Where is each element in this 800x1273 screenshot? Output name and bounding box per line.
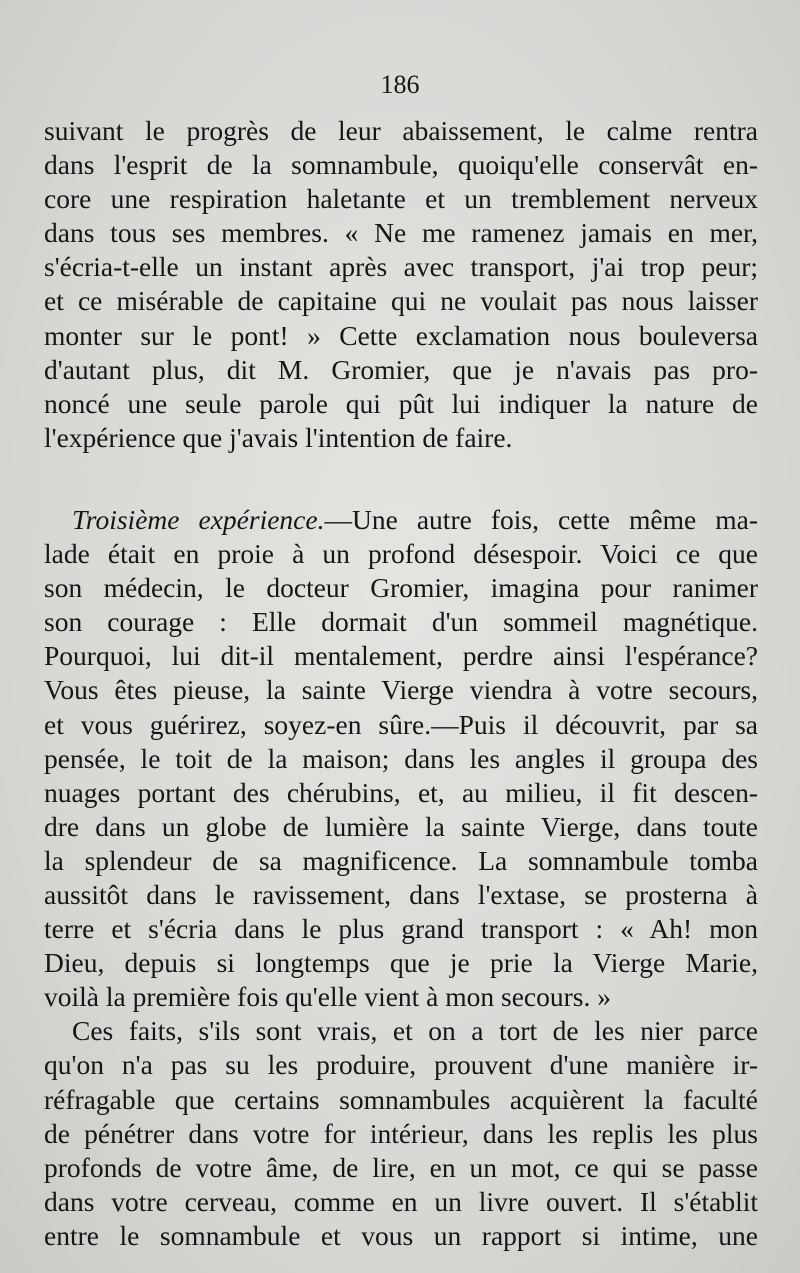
text-line: qu'on n'a pas su les produire, prouvent d'une manière ir- bbox=[44, 1049, 758, 1081]
text-line: son courage : Elle dormait d'un sommeil magnétique. bbox=[44, 606, 758, 638]
text-line: Ces faits, s'ils sont vrais, et on a tort de les nier parce bbox=[72, 1015, 758, 1047]
text-line: monter sur le pont! » Cette exclamation nous bouleversa bbox=[44, 319, 758, 351]
text-line: profonds de votre âme, de lire, en un mot, ce qui se passe bbox=[44, 1151, 758, 1183]
text-line: lade était en proie à un profond désespoir. Voici ce que bbox=[44, 538, 758, 570]
text-line: Vous êtes pieuse, la sainte Vierge viendra à votre secours, bbox=[44, 674, 758, 706]
text-line: de pénétrer dans votre for intérieur, dans les replis les plus bbox=[44, 1117, 758, 1149]
text-line-first bbox=[44, 503, 758, 537]
section-gap bbox=[44, 455, 758, 503]
text-line: dans votre cerveau, comme en un livre ouvert. Il s'établit bbox=[44, 1185, 758, 1217]
page-number: 186 bbox=[380, 70, 420, 99]
text-line: Dieu, depuis si longtemps que je prie la Vierge Marie, bbox=[44, 947, 758, 979]
text-line-rest: —Une autre fois, cette même ma- bbox=[324, 503, 759, 535]
text-line: et vous guérirez, soyez-en sûre.—Puis il découvrit, par sa bbox=[44, 708, 758, 740]
text-line: entre le somnambule et vous un rapport si intime, une bbox=[44, 1219, 758, 1251]
text-line: son médecin, le docteur Gromier, imagina pour ranimer bbox=[44, 572, 758, 604]
text-line: voilà la première fois qu'elle vient à mon secours. » bbox=[44, 981, 611, 1013]
paragraph-1 bbox=[44, 114, 758, 455]
body-text bbox=[44, 114, 758, 1253]
text-line: la splendeur de sa magnificence. La somnambule tomba bbox=[44, 844, 758, 876]
text-line: core une respiration haletante et un tremblement nerveux bbox=[44, 183, 758, 215]
text-line: terre et s'écria dans le plus grand transport : « Ah! mon bbox=[44, 913, 758, 945]
text-line: dans l'esprit de la somnambule, quoiqu'elle conservât en- bbox=[44, 149, 758, 181]
text-line: d'autant plus, dit M. Gromier, que je n'avais pas pro- bbox=[44, 353, 758, 385]
section-heading: Troisième expérience. bbox=[72, 503, 325, 535]
text-line: nuages portant des chérubins, et, au milieu, il fit descen- bbox=[44, 776, 758, 808]
paragraph-2 bbox=[44, 503, 758, 1014]
text-line: aussitôt dans le ravissement, dans l'extase, se prosterna à bbox=[44, 878, 758, 910]
text-line: dans tous ses membres. « Ne me ramenez jamais en mer, bbox=[44, 217, 758, 249]
text-line: noncé une seule parole qui pût lui indiquer la nature de bbox=[44, 387, 758, 419]
text-line: l'expérience que j'avais l'intention de faire. bbox=[44, 421, 513, 453]
text-line: suivant le progrès de leur abaissement, le calme rentra bbox=[44, 115, 758, 146]
text-line: pensée, le toit de la maison; dans les angles il groupa des bbox=[44, 742, 758, 774]
text-line: dre dans un globe de lumière la sainte Vierge, dans toute bbox=[44, 810, 758, 842]
text-line: Pourquoi, lui dit-il mentalement, perdre ainsi l'espérance? bbox=[44, 640, 758, 672]
text-line: réfragable que certains somnambules acquièrent la faculté bbox=[44, 1083, 758, 1115]
paragraph-3 bbox=[44, 1014, 758, 1253]
text-line: s'écria-t-elle un instant après avec transport, j'ai trop peur; bbox=[44, 251, 758, 283]
text-line: et ce misérable de capitaine qui ne voulait pas nous laisser bbox=[44, 285, 758, 317]
